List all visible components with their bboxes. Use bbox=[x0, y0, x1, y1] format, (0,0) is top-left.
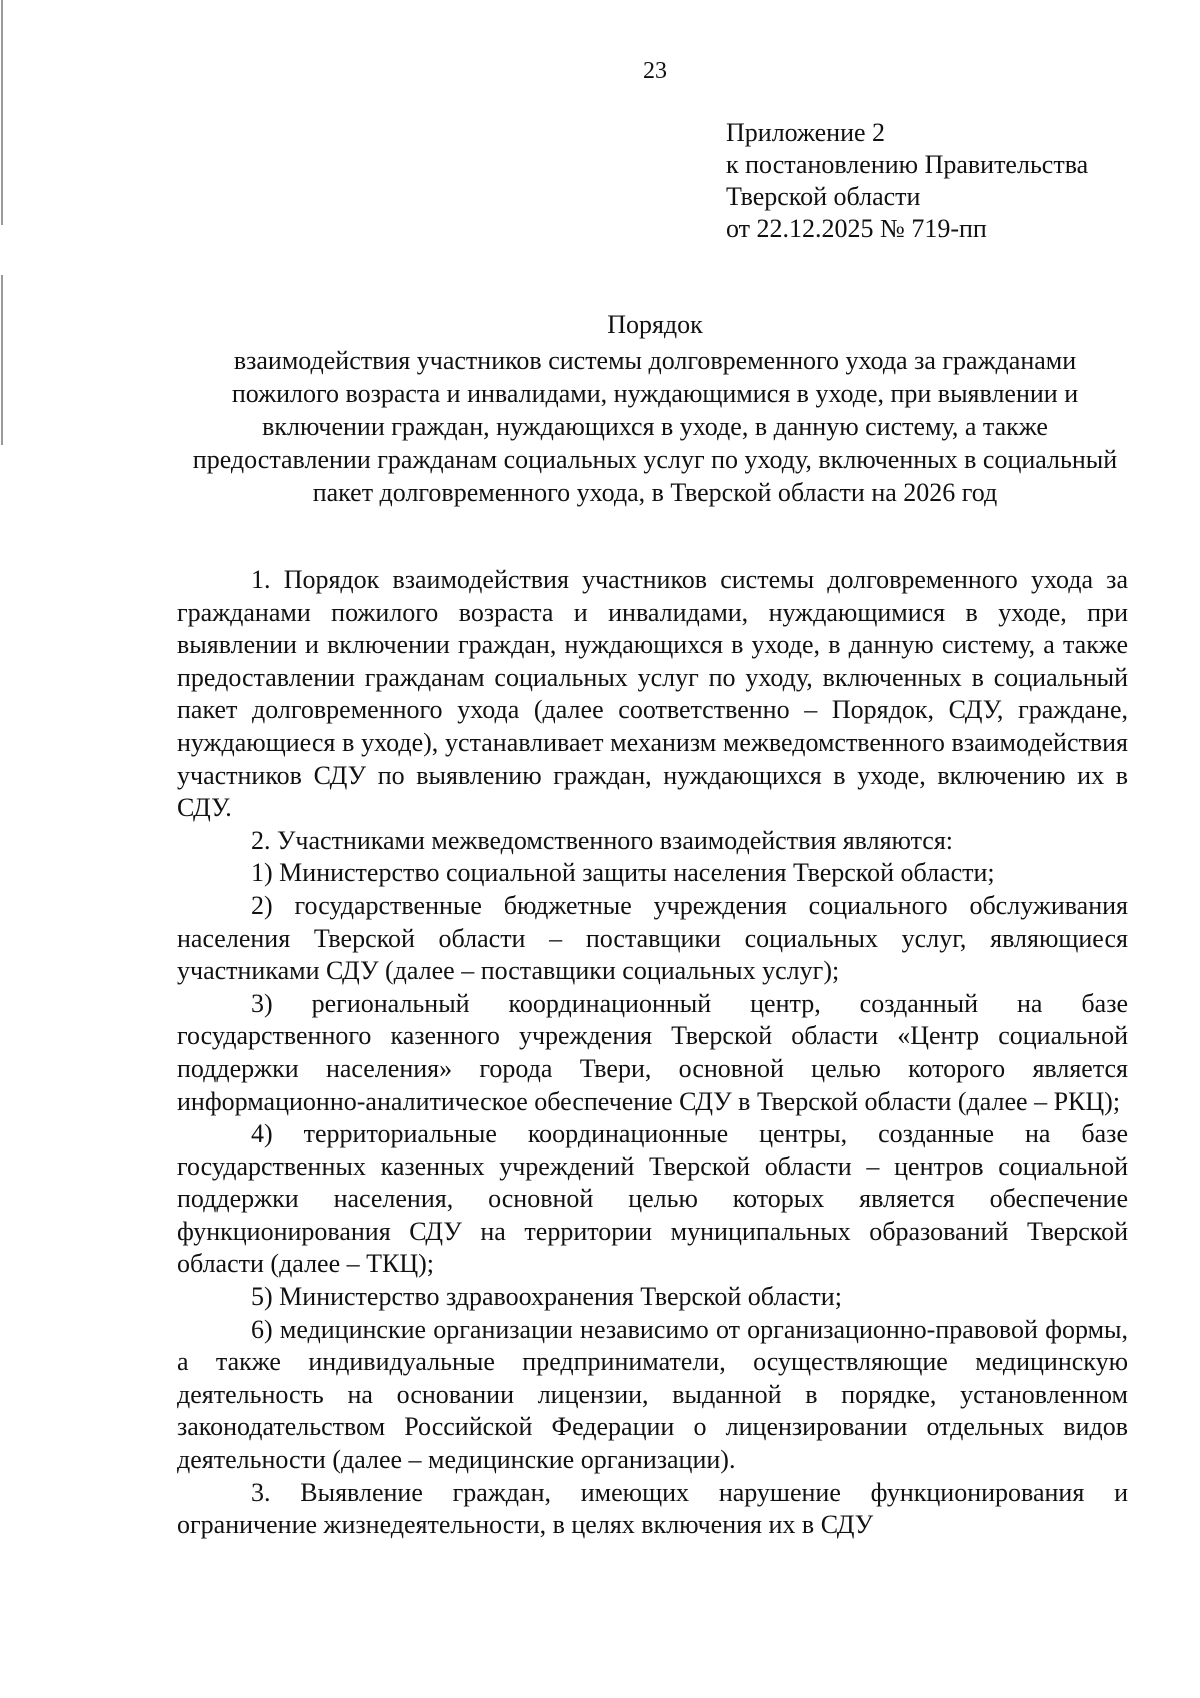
document-title: Порядок bbox=[607, 310, 703, 339]
paragraph: 4) территориальные координационные центры, созданные на базе государственных казенных учреждений Тверской области – центров социальной поддержки населения, основной целью которых является обеспечение функционирования СДУ на территории муниципальных образований Тверской области (далее – ТКЦ); bbox=[177, 1119, 1128, 1279]
paragraph: 2. Участниками межведомственного взаимодействия являются: bbox=[251, 825, 954, 855]
appendix-header bbox=[726, 117, 1088, 245]
scan-edge-mark bbox=[1, 0, 3, 225]
appendix-line: Тверской области bbox=[726, 182, 921, 211]
scan-edge-mark bbox=[1, 275, 3, 445]
paragraph: 2) государственные бюджетные учреждения социального обслуживания населения Тверской области – поставщики социальных услуг, являющиеся участниками СДУ (далее – поставщики социальных услуг); bbox=[177, 890, 1128, 986]
paragraph: 5) Министерство здравоохранения Тверской области; bbox=[251, 1282, 842, 1312]
paragraph: 6) медицинские организации независимо от организационно-правовой формы, а также индивидуальные предприниматели, осуществляющие медицинскую деятельность на основании лицензии, выданной в порядке, установленном законодательством Российской Федерации о лицензировании отдельных видов деятельности (далее – медицинские организации). bbox=[177, 1314, 1128, 1475]
document-body bbox=[177, 564, 1128, 1542]
appendix-line: от 22.12.2025 № 719-пп bbox=[726, 214, 987, 243]
page-number: 23 bbox=[643, 58, 667, 84]
appendix-line: к постановлению Правительства bbox=[726, 150, 1089, 179]
paragraph: 1. Порядок взаимодействия участников системы долговременного ухода за гражданами пожилого возраста и инвалидами, нуждающимися в уходе, при выявлении и включении граждан, нуждающихся в уходе, в данную систему, а также предоставлении гражданам социальных услуг по уходу, включенных в социальный пакет долговременного ухода (далее соответственно – Порядок, СДУ, граждане, нуждающиеся в уходе), устанавливает механизм межведомственного взаимодействия участников СДУ по выявлению граждан, нуждающихся в уходе, включению их в СДУ. bbox=[177, 565, 1128, 823]
appendix-line: Приложение 2 bbox=[726, 118, 886, 147]
paragraph: 3) региональный координационный центр, созданный на базе государственного казенного учреждения Тверской области «Центр социальной поддержки населения» города Твери, основной целью которого является информационно-аналитическое обеспечение СДУ в Тверской области (далее – РКЦ); bbox=[177, 988, 1128, 1116]
paragraph: 1) Министерство социальной защиты населения Тверской области; bbox=[251, 858, 995, 888]
document-subtitle: взаимодействия участников системы долговременного ухода за гражданами пожилого возраста и инвалидами, нуждающимися в уходе, при выявлении и включении граждан, нуждающихся в уходе, в данную систему, а также предоставлении гражданам социальных услуг по уходу, включенных в социальный пакет долговременного ухода, в Тверской области на 2026 год bbox=[192, 346, 1118, 507]
paragraph: 3. Выявление граждан, имеющих нарушение функционирования и ограничение жизнедеятельности, в целях включения их в СДУ bbox=[177, 1477, 1128, 1540]
